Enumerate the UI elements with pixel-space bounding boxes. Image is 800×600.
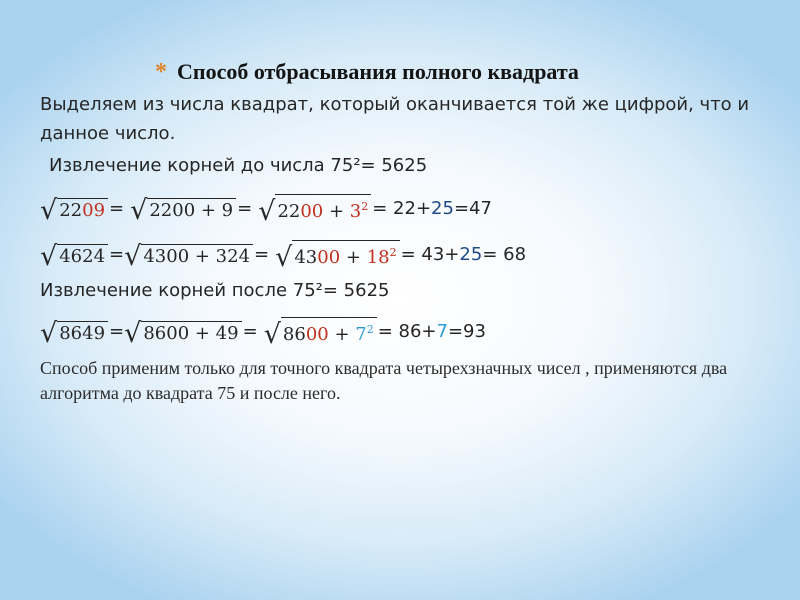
equation-2: √ 4624 = √ 4300 + 324 = √ $4300 + 18^2$ = 43+ 25 = 68 [40, 240, 527, 273]
sqrt-8649: √ 8649 [40, 318, 108, 345]
radical-icon: √ [40, 317, 58, 349]
radical-icon: √ [258, 195, 276, 227]
radical-icon: √ [263, 318, 281, 350]
sqrt-8600-plus-49: √ 8600 + 49 [124, 318, 241, 345]
radical-icon: √ [124, 317, 142, 349]
intro-text: Выделяем из числа квадрат, который оканчивается той же цифрой, что и данное число. [40, 94, 750, 144]
bullet-star-icon: * [155, 59, 167, 85]
footer-note: Способ применим только для точного квадрата четырехзначных чисел , применяются два алгоритма до квадрата 75 и после него. [40, 358, 728, 403]
sqrt-2200-plus-3-squared: √ $2200 + 3^2$ [258, 194, 371, 223]
radical-icon: √ [124, 240, 142, 272]
radical-icon: √ [275, 241, 293, 273]
radical-icon: √ [40, 240, 58, 272]
radical-icon: √ [130, 194, 148, 226]
slide-title [155, 59, 775, 86]
radical-icon: √ [40, 194, 58, 226]
section-before-heading: Извлечение корней до числа 75²= 5625 [49, 155, 428, 176]
section-after-heading: Извлечение корней после 75²= 5625 [40, 280, 390, 301]
sqrt-8600-plus-7-squared: √ $8600 + 7^2$ [264, 317, 377, 346]
sqrt-4624: √ 4624 [40, 241, 108, 268]
equation-3: √ 8649 = √ 8600 + 49 = √ $8600 + 7^2$ = 86+ 7 =93 [40, 317, 486, 350]
sqrt-2200-plus-9: √ 2200 + 9 [130, 195, 236, 222]
sqrt-4300-plus-18-squared: √ $4300 + 18^2$ [275, 240, 399, 269]
title-text: Способ отбрасывания полного квадрата [177, 59, 579, 84]
sqrt-2209: √ 2209 [40, 195, 108, 222]
sqrt-4300-plus-324: √ 4300 + 324 [124, 241, 253, 268]
equation-1: √ 2209 = √ 2200 + 9 = √ $2200 + 3^2$ = 22+ 25 =47 [40, 194, 492, 227]
